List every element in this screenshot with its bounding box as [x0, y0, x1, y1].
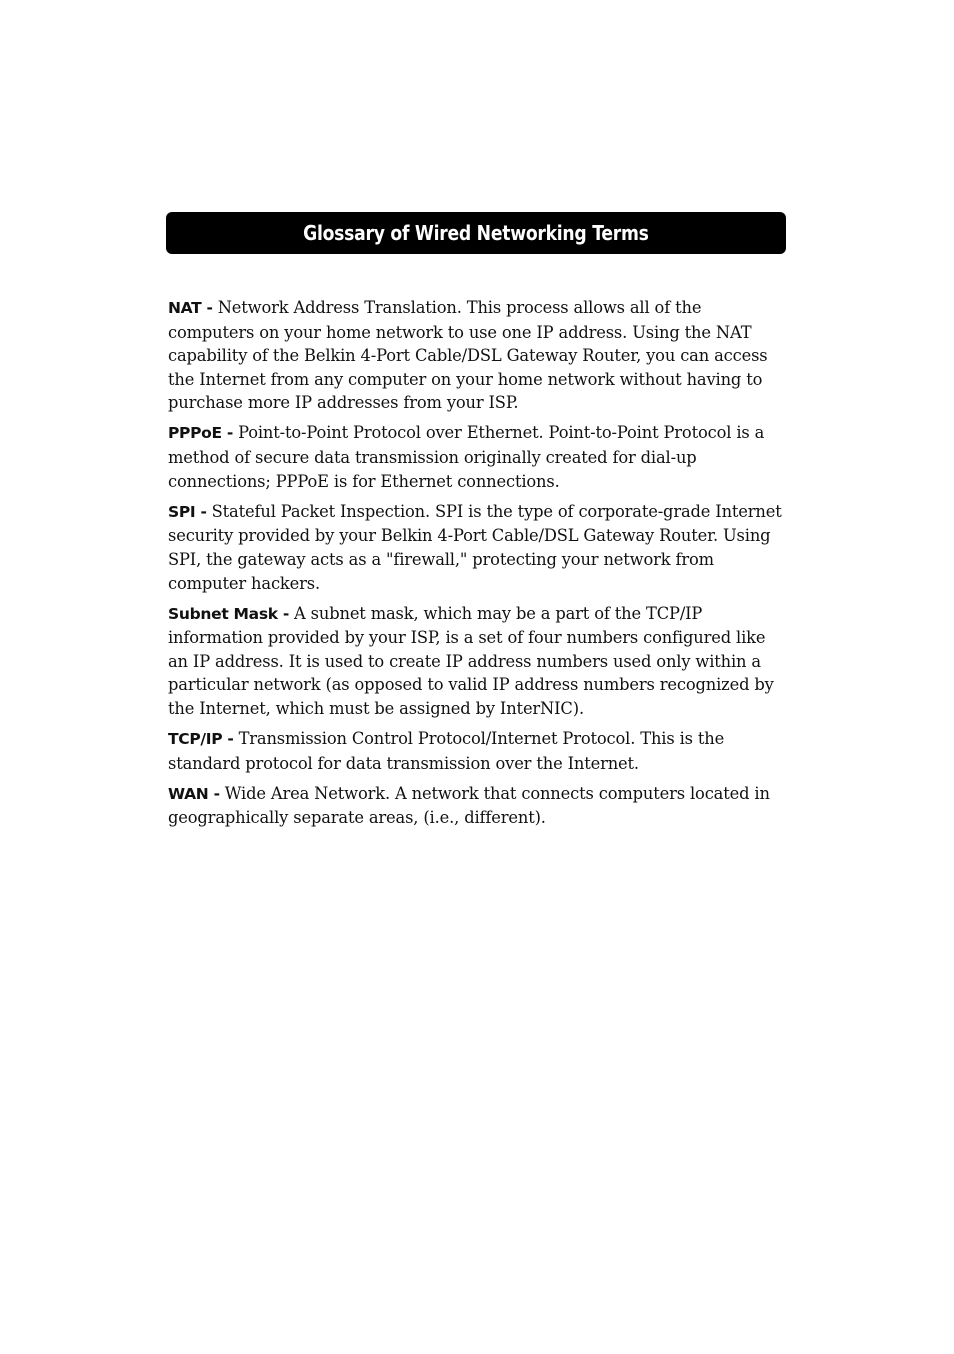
glossary-term: PPPoE -	[168, 424, 234, 443]
glossary-definition: Network Address Translation. This process allows all of the computers on your home network to use one IP address. Using the NAT capability of the Belkin 4-Port Cable/DSL Gateway Router, you can access the Internet from any computer on your home network without having to purchase more IP addresses from your ISP.	[168, 298, 768, 413]
glossary-entry-pppoe	[168, 421, 786, 493]
page-title: Glossary of Wired Networking Terms	[303, 221, 649, 245]
glossary-entry-subnet-mask	[168, 602, 786, 721]
glossary-entry-nat	[168, 296, 786, 415]
glossary-term: WAN -	[168, 784, 220, 803]
glossary-list	[168, 296, 786, 836]
glossary-term: TCP/IP -	[168, 730, 234, 749]
glossary-definition: Point-to-Point Protocol over Ethernet. Point-to-Point Protocol is a method of secure data transmission originally created for dial-up connections; PPPoE is for Ethernet connections.	[168, 423, 765, 491]
glossary-entry-tcp-ip	[168, 727, 786, 775]
glossary-term: Subnet Mask -	[168, 604, 289, 623]
glossary-definition: Stateful Packet Inspection. SPI is the type of corporate-grade Internet security provided by your Belkin 4-Port Cable/DSL Gateway Router. Using SPI, the gateway acts as a "firewall," protecting your network from computer hackers.	[168, 501, 782, 593]
glossary-definition: Transmission Control Protocol/Internet Protocol. This is the standard protocol for data transmission over the Internet.	[168, 729, 725, 773]
glossary-term: SPI -	[168, 502, 207, 521]
glossary-entry-spi	[168, 500, 786, 595]
glossary-term: NAT -	[168, 299, 213, 317]
section-title-bar	[166, 212, 786, 254]
glossary-entry-wan	[168, 782, 786, 830]
glossary-definition: A subnet mask, which may be a part of the TCP/IP information provided by your ISP, is a set of four numbers configured like an IP address. It is used to create IP address numbers used only within a particular network (as opposed to valid IP address numbers recognized by the Internet, which must be assigned by InterNIC).	[168, 603, 774, 718]
glossary-definition: Wide Area Network. A network that connects computers located in geographically separate areas, (i.e., different).	[168, 783, 770, 828]
